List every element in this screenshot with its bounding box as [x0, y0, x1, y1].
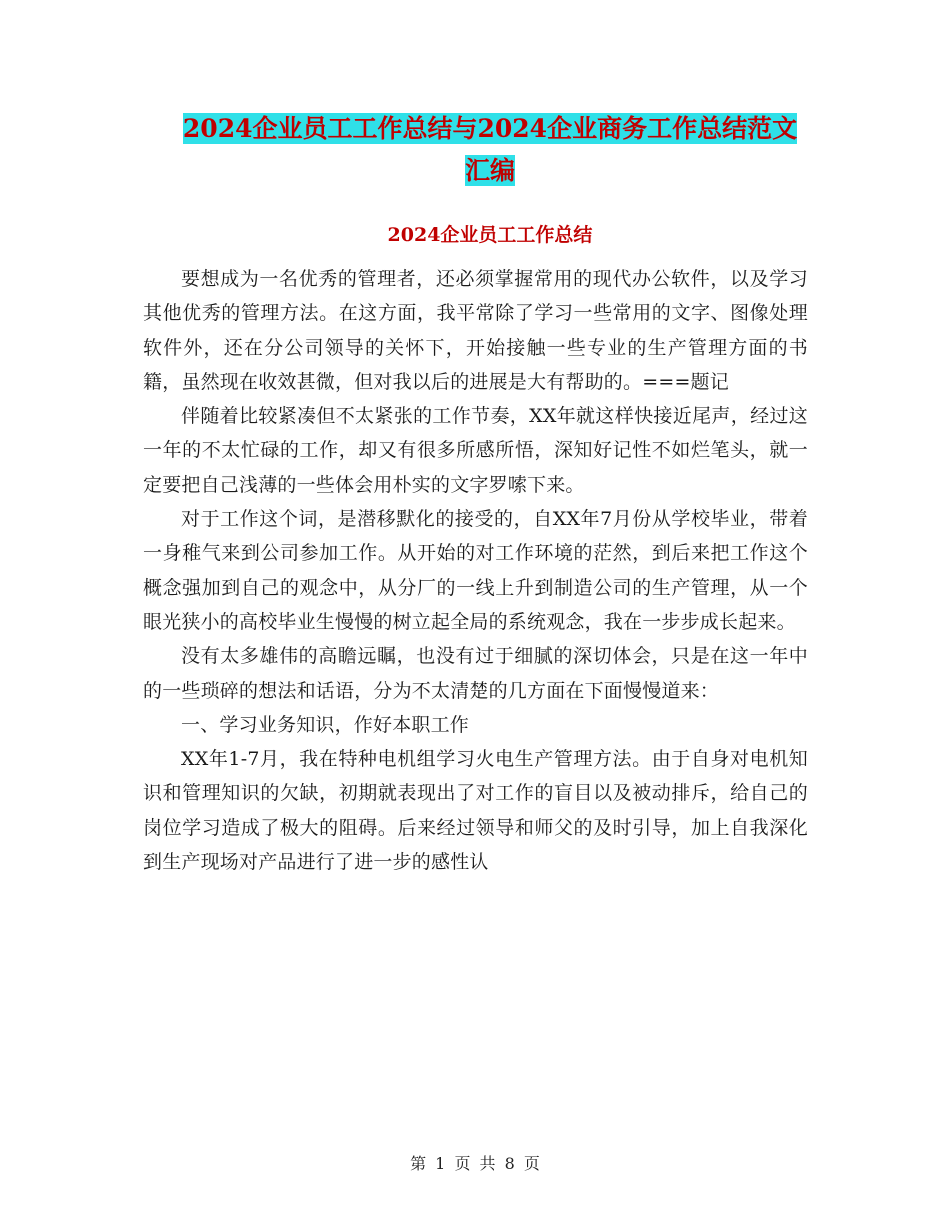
document-title [140, 108, 840, 192]
paragraph: 要想成为一名优秀的管理者，还必须掌握常用的现代办公软件，以及学习其他优秀的管理方法。在这方面，我平常除了学习一些常用的文字、图像处理软件外，还在分公司领导的关怀下，开始接触一些专业的生产管理方面的书籍，虽然现在收效甚微，但对我以后的进展是大有帮助的。===题记 [143, 268, 808, 393]
subheading: 一、学习业务知识，作好本职工作 [181, 713, 470, 736]
document-title-line-1: 2024企业员工工作总结与2024企业商务工作总结范文 [182, 114, 798, 143]
page-footer: 第 1 页 共 8 页 [410, 1154, 540, 1173]
paragraph: 没有太多雄伟的高瞻远瞩，也没有过于细腻的深切体会，只是在这一年中的一些琐碎的想法和话语，分为不太清楚的几方面在下面慢慢道来： [143, 645, 808, 702]
paragraph: 伴随着比较紧凑但不太紧张的工作节奏，XX年就这样快接近尾声，经过这一年的不太忙碌的工作，却又有很多所感所悟，深知好记性不如烂笔头，就一定要把自己浅薄的一些体会用朴实的文字罗嗦下来。 [143, 405, 808, 496]
document-title-line-2: 汇编 [464, 156, 515, 185]
paragraph: 对于工作这个词，是潜移默化的接受的，自XX年7月份从学校毕业，带着一身稚气来到公司参加工作。从开始的对工作环境的茫然，到后来把工作这个概念强加到自己的观念中，从分厂的一线上升到制造公司的生产管理，从一个眼光狭小的高校毕业生慢慢的树立起全局的系统观念，我在一步步成长起来。 [143, 508, 808, 633]
section-title: 2024企业员工工作总结 [387, 224, 593, 246]
body-text [143, 262, 808, 879]
paragraph: XX年1-7月，我在特种电机组学习火电生产管理方法。由于自身对电机知识和管理知识的欠缺，初期就表现出了对工作的盲目以及被动排斥，给自己的岗位学习造成了极大的阻碍。后来经过领导和师父的及时引导，加上自我深化到生产现场对产品进行了进一步的感性认 [143, 748, 808, 874]
